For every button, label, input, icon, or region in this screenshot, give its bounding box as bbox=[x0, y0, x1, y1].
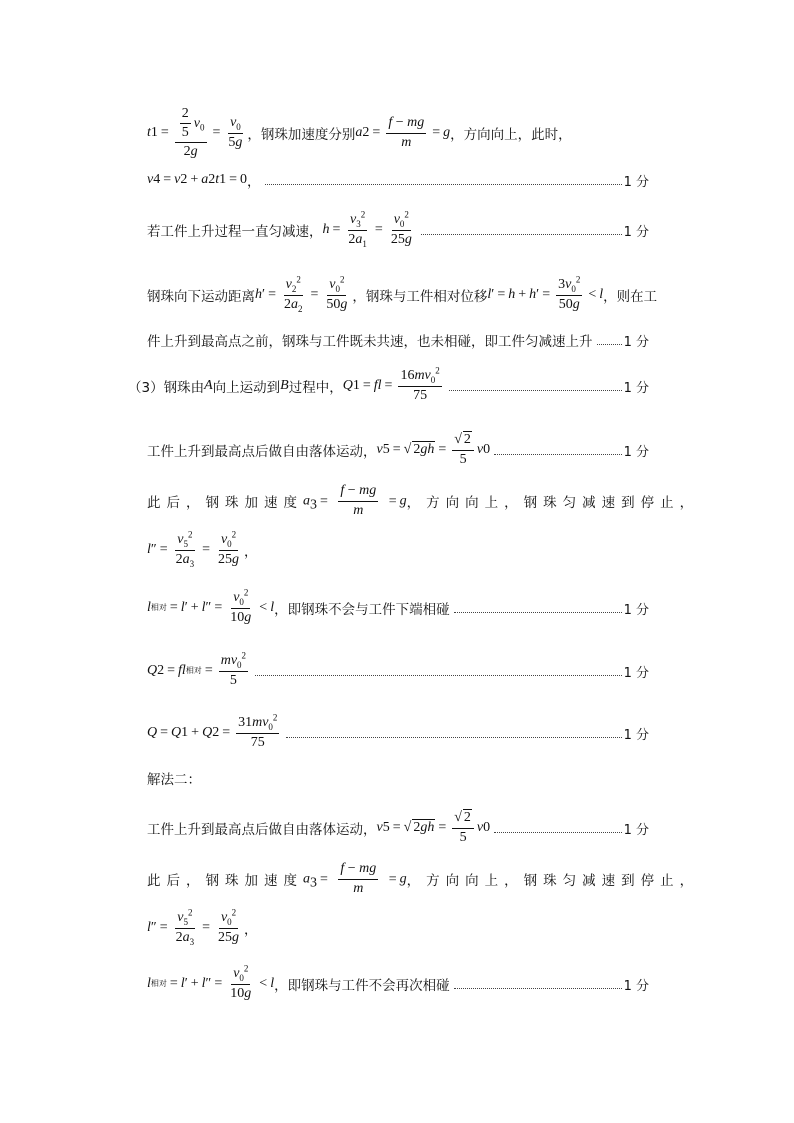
formula-line-h-prime: 钢珠向下运动距离 h ′ = $\frac{v_2^2}{2a_2}$ = $\frac{v_0^2}{50g}$ ，钢珠与工件相对位移 l ′ = h + h ′ = $\frac{3v_0^2}{50g}$ < l ，则在工 bbox=[147, 274, 658, 314]
formula-line-l-double-prime-alt: l ″ = $\frac{v_5^2}{2a_3}$ = $\frac{v_0^2}{25g}$ ， bbox=[147, 907, 258, 947]
leader-dots bbox=[449, 382, 622, 391]
formula-line-a3-alt: 此后，钢珠加速度 $a_3$ = $\frac{f - mg}{m}$ = g ，方向向上，钢珠匀减速到停止， bbox=[147, 861, 700, 896]
text: ， bbox=[244, 544, 258, 560]
score-label: 1 分 bbox=[623, 978, 649, 994]
text-line bbox=[147, 320, 649, 360]
formula-line-q-total: Q = Q 1 + Q 2 = $\frac{31mv_0^2}{75}$ 1 分 bbox=[147, 712, 649, 750]
text: 解法二： bbox=[147, 772, 201, 788]
text: ，即钢珠不会与工件下端相碰 bbox=[274, 602, 450, 618]
score-label: 1 分 bbox=[623, 822, 649, 838]
score-label: 1 分 bbox=[623, 174, 649, 190]
formula-line-l-double-prime: l ″ = $\frac{v_5^2}{2a_3}$ = $\frac{v_0^2}{25g}$ ， bbox=[147, 529, 258, 569]
leader-dots bbox=[421, 226, 622, 235]
text: ，方向向上，钢珠匀减速到停止， bbox=[406, 495, 700, 511]
text: ，方向向上，钢珠匀减速到停止， bbox=[406, 873, 700, 889]
leader-dots bbox=[454, 604, 622, 613]
label-a: A bbox=[204, 378, 213, 393]
leader-dots bbox=[494, 824, 621, 833]
text: ，钢珠加速度分别 bbox=[247, 127, 356, 143]
text: 钢珠向下运动距离 bbox=[147, 289, 255, 305]
score-label: 1 分 bbox=[623, 665, 649, 681]
formula-line-l-rel: l 相对 = l ′ + l ″ = $\frac{v_0^2}{10g}$ < l ，即钢珠不会与工件下端相碰 1 分 bbox=[147, 587, 649, 625]
score-label: 1 分 bbox=[623, 224, 649, 240]
text: 向上运动到 bbox=[212, 380, 281, 396]
text: ，钢珠与工件相对位移 bbox=[352, 289, 488, 305]
text: ，则在工 bbox=[603, 289, 658, 305]
label-b: B bbox=[280, 378, 289, 393]
score-label: 1 分 bbox=[623, 334, 649, 350]
leader-dots bbox=[255, 667, 622, 676]
text: ， bbox=[244, 922, 258, 938]
formula-line-v4: v 4 = v 2 + a 2 t 1 = 0 ， 1 分 bbox=[147, 172, 649, 190]
text: 过程中， bbox=[288, 380, 343, 396]
text: ，方向向上，此时， bbox=[450, 127, 572, 143]
leader-dots bbox=[494, 446, 621, 455]
score-label: 1 分 bbox=[623, 727, 649, 743]
score-label: 1 分 bbox=[623, 380, 649, 396]
text: （3）钢珠由 bbox=[128, 380, 205, 396]
text: ，即钢珠与工件不会再次相碰 bbox=[274, 978, 450, 994]
section-heading bbox=[147, 758, 649, 798]
text: 工件上升到最高点后做自由落体运动， bbox=[147, 444, 377, 460]
text: ， bbox=[247, 174, 261, 190]
score-label: 1 分 bbox=[623, 602, 649, 618]
fraction: $\frac{2}{5}$ $v_0$ 2g bbox=[175, 106, 207, 160]
text: 此后，钢珠加速度 bbox=[147, 495, 303, 511]
formula-line-q2: Q 2 = fl 相对 = $\frac{mv_0^2}{5}$ 1 分 bbox=[147, 650, 649, 688]
text: 工件上升到最高点后做自由落体运动， bbox=[147, 822, 377, 838]
formula-line-l-rel-alt: l 相对 = l ′ + l ″ = $\frac{v_0^2}{10g}$ < l ，即钢珠与工件不会再次相碰 1 分 bbox=[147, 963, 649, 1001]
formula-line-q1: （3）钢珠由 A 向上运动到 B 过程中， Q 1 = fl = $\frac{16mv_0^2}{75}$ 1 分 bbox=[128, 365, 649, 403]
formula-line-a3: 此后，钢珠加速度 $a_3$ = $\frac{f - mg}{m}$ = g ，方向向上，钢珠匀减速到停止， bbox=[147, 483, 700, 518]
score-label: 1 分 bbox=[623, 444, 649, 460]
formula-line-h: 若工件上升过程一直匀减速， h = $\frac{v_3^2}{2a_1}$ = $\frac{v_0^2}{25g}$ 1 分 bbox=[147, 209, 649, 249]
text: 此后，钢珠加速度 bbox=[147, 873, 303, 889]
text: 件上升到最高点之前，钢珠与工件既未共速，也未相碰，即工件匀减速上升 bbox=[147, 334, 593, 350]
formula-line-t1: t 1 = $\frac{2}{5}$ $v_0$ 2g = $\frac{v_0}{5g}$ ，钢珠加速度分别 a 2 = $\frac{f - mg}{m}$ = g ，方向向上，此时， bbox=[147, 105, 572, 160]
leader-dots bbox=[265, 176, 622, 185]
leader-dots bbox=[597, 336, 622, 345]
formula-line-v5-alt: 工件上升到最高点后做自由落体运动， v 5 = √ 2gh = $\frac{√ 2}{5}$ v 0 1 分 bbox=[147, 810, 649, 845]
leader-dots bbox=[454, 980, 622, 989]
leader-dots bbox=[286, 729, 621, 738]
text: 若工件上升过程一直匀减速， bbox=[147, 224, 323, 240]
formula-line-v5: 工件上升到最高点后做自由落体运动， v 5 = √ 2gh = $\frac{√ 2}{5}$ v 0 1 分 bbox=[147, 432, 649, 467]
